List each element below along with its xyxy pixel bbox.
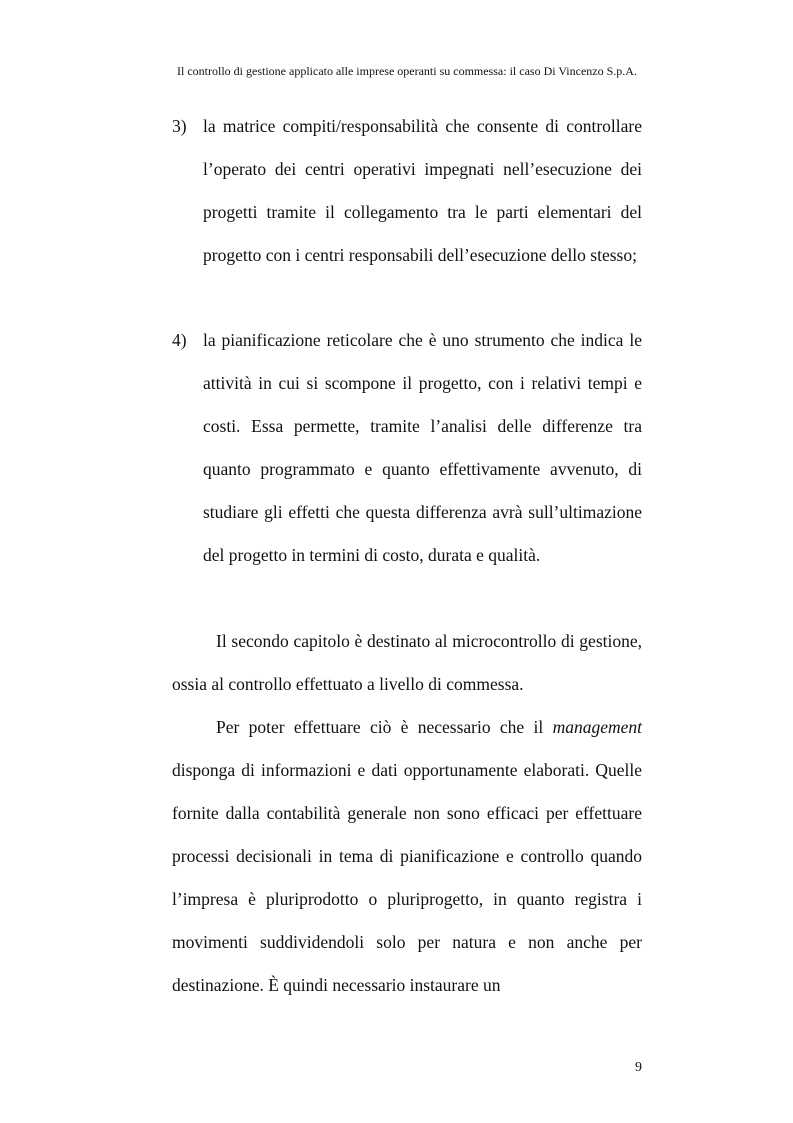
running-header: Il controllo di gestione applicato alle imprese operanti su commessa: il caso Di Vincenzo S.p.A. xyxy=(177,64,637,78)
body-paragraph xyxy=(172,706,642,1007)
emphasis-term: management xyxy=(552,717,642,737)
paragraph-text: Per poter effettuare ciò è necessario che il xyxy=(216,717,553,737)
list-item-number: 4) xyxy=(172,330,187,350)
body-paragraph: Il secondo capitolo è destinato al microcontrollo di gestione, ossia al controllo effettuato a livello di commessa. xyxy=(172,631,642,694)
list-item-number: 3) xyxy=(172,116,187,136)
list-item-text: la pianificazione reticolare che è uno strumento che indica le attività in cui si scompone il progetto, con i relativi tempi e costi. Essa permette, tramite l’analisi delle differenze tra quanto programmato e quanto effettivamente avvenuto, di studiare gli effetti che questa differenza avrà sull’ultimazione del progetto in termini di costo, durata e qualità. xyxy=(203,330,642,565)
list-item xyxy=(172,105,642,277)
paragraph-text: disponga di informazioni e dati opportunamente elaborati. Quelle fornite dalla contabilità generale non sono efficaci per effettuare processi decisionali in tema di pianificazione e controllo quando l’impresa è pluriprodotto o pluriprogetto, in quanto registra i movimenti suddividendoli solo per natura e non anche per destinazione. È quindi necessario instaurare un xyxy=(172,760,642,995)
list-item-text: la matrice compiti/responsabilità che consente di controllare l’operato dei centri operativi impegnati nell’esecuzione dei progetti tramite il collegamento tra le parti elementari del progetto con i centri responsabili dell’esecuzione dello stesso; xyxy=(203,116,642,265)
list-item xyxy=(172,319,642,577)
page-number: 9 xyxy=(635,1060,642,1075)
